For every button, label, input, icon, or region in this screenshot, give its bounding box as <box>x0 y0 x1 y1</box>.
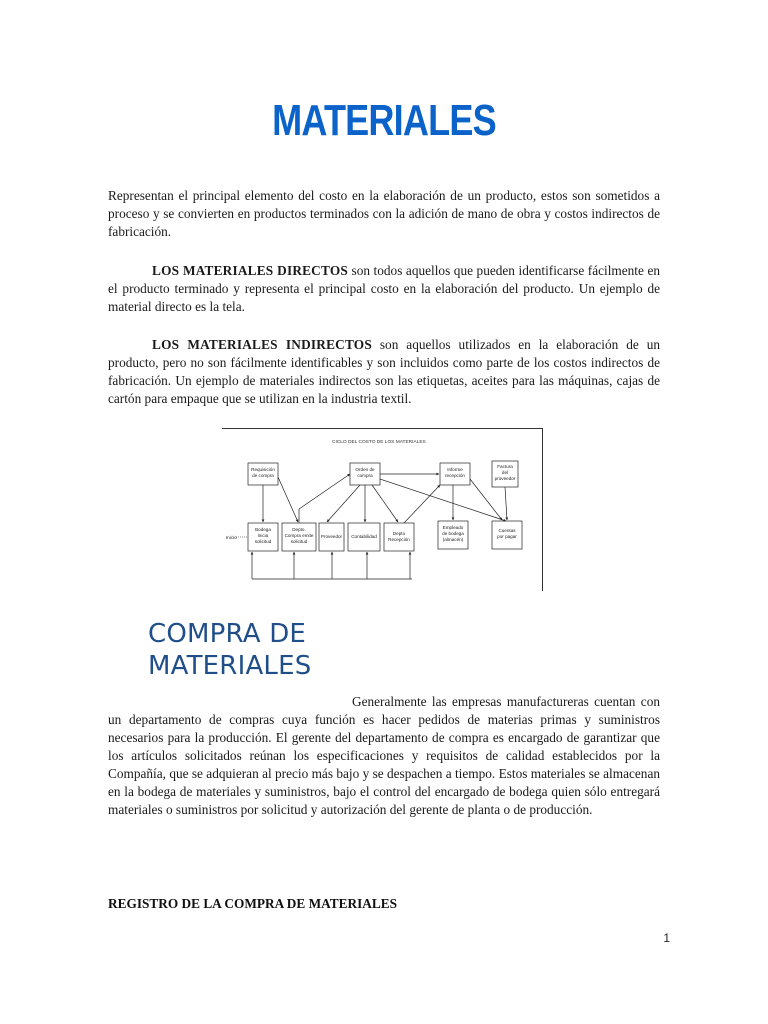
page-number: 1 <box>663 931 670 945</box>
svg-text:Depto: Depto <box>392 531 406 536</box>
box-contabilidad <box>348 523 380 551</box>
svg-text:por pagar: por pagar <box>497 534 517 539</box>
svg-text:inicia: inicia <box>257 533 269 538</box>
section-title-line-1: COMPRA DE <box>148 619 307 649</box>
directos-text: son todos aquellos que pueden identificarse fácilmente en el producto terminado y representa el principal costo en la elaboración del producto. Un ejemplo de material directo es la tela. <box>108 263 660 314</box>
svg-text:de bodega: de bodega <box>442 531 464 536</box>
svg-text:Proveedor: Proveedor <box>320 534 343 539</box>
svg-text:(almacén): (almacén) <box>442 537 464 542</box>
svg-text:Informe: Informe <box>447 467 463 472</box>
indirectos-paragraph <box>108 336 660 408</box>
directos-paragraph <box>108 262 660 316</box>
svg-text:proveedor: proveedor <box>494 476 516 481</box>
box-orden-compra <box>350 463 380 485</box>
svg-text:Recepción: Recepción <box>388 537 410 542</box>
svg-text:del: del <box>501 470 509 475</box>
inicio-label: Inicio <box>226 535 237 540</box>
diagram-title: CICLO DEL COSTO DE LOS MATERIALES <box>332 440 426 445</box>
svg-text:solicitud: solicitud <box>254 539 272 544</box>
svg-text:Requisición: Requisición <box>251 467 275 472</box>
svg-text:de compra: de compra <box>252 473 274 478</box>
svg-text:Contabilidad: Contabilidad <box>351 534 377 539</box>
svg-text:solicitud: solicitud <box>290 539 308 544</box>
svg-text:recepción: recepción <box>445 473 465 478</box>
directos-term: LOS MATERIALES DIRECTOS <box>152 263 348 278</box>
svg-text:compra: compra <box>357 473 373 478</box>
svg-text:Bodega: Bodega <box>255 527 271 532</box>
svg-text:Compra emite: Compra emite <box>284 533 314 538</box>
section-title-line-2: MATERIALES <box>148 651 312 681</box>
box-proveedor <box>319 523 344 551</box>
materials-cycle-diagram <box>222 428 543 591</box>
compra-text: Generalmente las empresas manufactureras cuentan con un departamento de compras cuya función es hacer pedidos de materias primas y suministros necesarios para la producción. El gerente del departamento de compra es encargado de garantizar que los artículos solicitados reúnan los especificaciones y requisitos de calidad establecidos por la Compañía, que se adquieran al precio más bajo y se despachen a tiempo. Estos materiales se almacenan en la bodega de materiales y suministros, bajo el control del encargado de bodega quien sólo entregará materiales o suministros por solicitud y autorización del gerente de planta o de producción. <box>108 694 660 817</box>
svg-text:Factura: Factura <box>497 464 513 469</box>
intro-paragraph: Representan el principal elemento del costo en la elaboración de un producto, estos son sometidos a proceso y se convierten en productos terminados con la adición de mano de obra y costos indirectos de fabricación. <box>108 188 660 239</box>
indirectos-term: LOS MATERIALES INDIRECTOS <box>152 337 372 352</box>
box-bodega <box>248 523 278 551</box>
box-cuentas-pagar <box>492 521 522 549</box>
box-requisicion <box>248 463 278 485</box>
registro-heading: REGISTRO DE LA COMPRA DE MATERIALES <box>108 896 398 911</box>
box-informe-recepcion <box>440 463 470 485</box>
svg-text:Empleado: Empleado <box>442 525 464 530</box>
diagram-svg <box>222 429 544 593</box>
svg-text:Depto.: Depto. <box>292 527 306 532</box>
page-title: MATERIALES <box>272 96 496 145</box>
section-title-compra <box>148 618 348 682</box>
box-depto-recepcion <box>384 523 414 551</box>
box-depto-compra <box>282 523 316 551</box>
svg-text:Cuentas: Cuentas <box>498 528 516 533</box>
svg-text:Orden de: Orden de <box>355 467 375 472</box>
box-factura-proveedor <box>492 461 518 487</box>
compra-paragraph <box>108 693 660 819</box>
box-empleado-bodega <box>438 521 468 549</box>
indirectos-text: son aquellos utilizados en la elaboración de un producto, pero no son fácilmente identificables y son incluidos como parte de los costos indirectos de fabricación. Un ejemplo de materiales indirectos son las etiquetas, aceites para las máquinas, cajas de cartón para empaque que se utilizan en la industria textil. <box>108 337 660 406</box>
